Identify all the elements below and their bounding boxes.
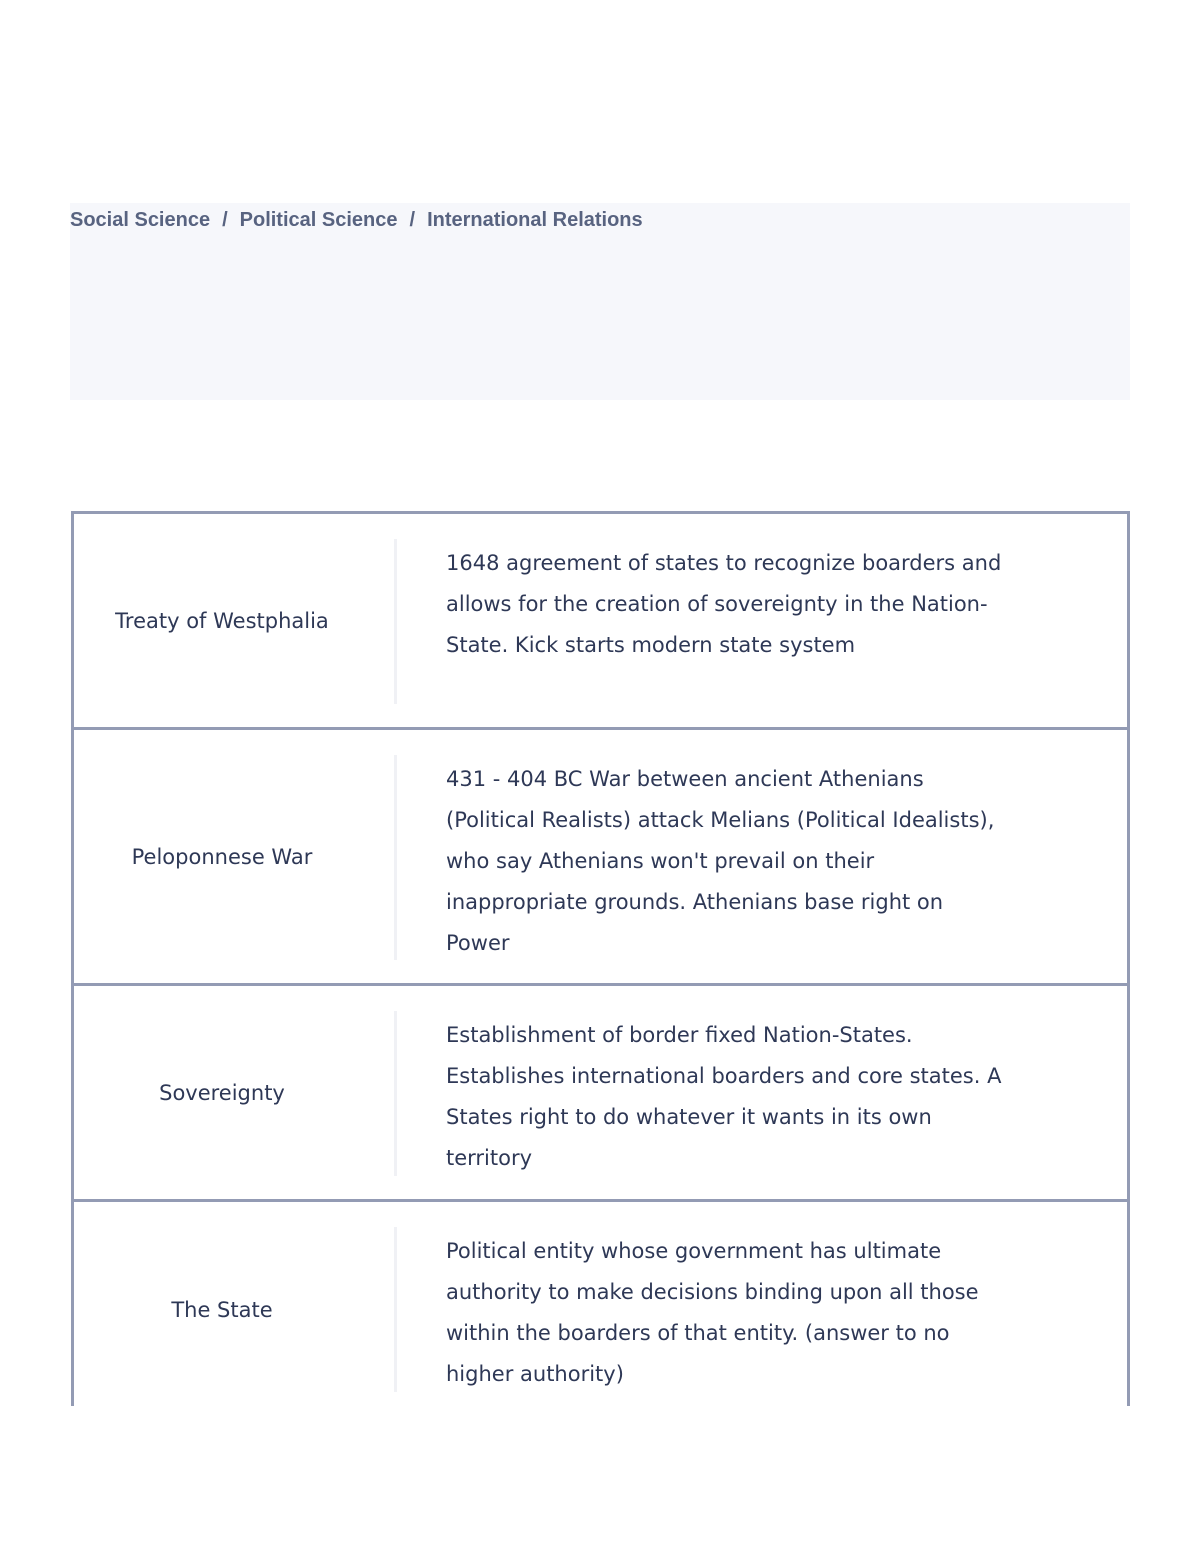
breadcrumb-link-international-relations[interactable]: International Relations — [427, 209, 643, 231]
flashcard[interactable] — [71, 511, 1130, 730]
flashcard-definition: 1648 agreement of states to recognize boarders and allows for the creation of sovereignty in the Nation-State. Kick starts modern state system — [446, 551, 1002, 657]
flashcard[interactable] — [71, 727, 1130, 986]
flashcard-list — [71, 511, 1130, 1406]
flashcard-term: Sovereignty — [159, 1080, 285, 1105]
flashcard-term: Treaty of Westphalia — [115, 608, 329, 633]
card-divider — [394, 539, 397, 704]
flashcard-definition: 431 - 404 BC War between ancient Athenians (Political Realists) attack Melians (Political Idealists), who say Athenians won't prevail on their inappropriate grounds. Athenians base right on Power — [446, 767, 995, 955]
flashcard-term: Peloponnese War — [131, 844, 313, 869]
flashcard[interactable] — [71, 983, 1130, 1202]
flashcard-definition: Establishment of border fixed Nation-States. Establishes international boarders and core states. A States right to do whatever it wants in its own territory — [446, 1023, 1002, 1170]
card-divider — [394, 1227, 397, 1392]
flashcard[interactable] — [71, 1199, 1130, 1406]
breadcrumb — [70, 209, 643, 232]
breadcrumb-link-political-science[interactable]: Political Science — [239, 209, 398, 231]
header-panel — [70, 203, 1130, 400]
flashcard-definition: Political entity whose government has ultimate authority to make decisions binding upon all those within the boarders of that entity. (answer to no higher authority) — [446, 1239, 979, 1386]
card-divider — [394, 1011, 397, 1176]
flashcard-term: The State — [171, 1298, 273, 1322]
breadcrumb-separator: / — [222, 209, 228, 231]
card-divider — [394, 755, 397, 960]
breadcrumb-separator: / — [409, 209, 416, 231]
breadcrumb-link-social-science[interactable]: Social Science — [70, 209, 211, 231]
